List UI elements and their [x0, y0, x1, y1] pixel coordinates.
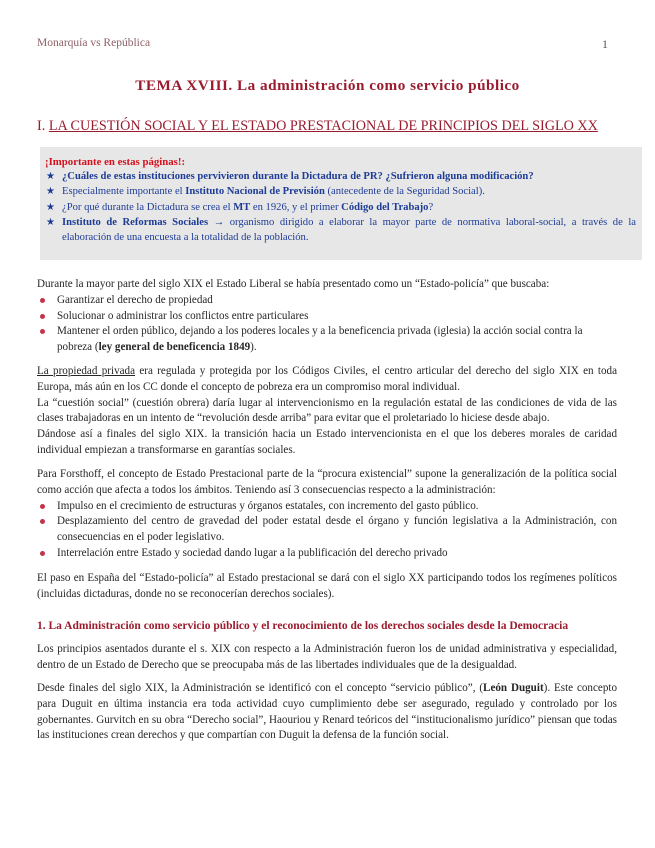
important-item: ★ Especialmente importante el Instituto Nacional de Previsión (antecedente de la Seguridad Social).	[45, 184, 636, 199]
duguit-block	[37, 681, 617, 744]
section-heading-text: LA CUESTIÓN SOCIAL Y EL ESTADO PRESTACIONAL DE PRINCIPIOS DEL SIGLO XX	[48, 118, 598, 134]
list-item: Garantizar el derecho de propiedad	[37, 293, 617, 309]
cuestion-paragraph: La “cuestión social” (cuestión obrera) daría lugar al intervencionismo en la regulación estatal de las condiciones de vida de las clases trabajadoras en un intento de “revolución desde arriba” para evitar que el proletariado lo hiciese desde abajo.	[37, 396, 617, 425]
bullet-icon	[40, 519, 45, 524]
forsthoff-block	[37, 467, 617, 562]
page-header	[37, 37, 618, 53]
important-item: ★ ¿Por qué durante la Dictadura se crea el MT en 1926, y el primer Código del Trabajo?	[45, 200, 636, 215]
propiedad-block	[37, 364, 617, 459]
bullet-icon	[40, 314, 45, 319]
paso-paragraph: El paso en España del “Estado-policía” al Estado prestacional se dará con el siglo XX participando todos los regímenes políticos (incluidas dictaduras, donde no se reconocerían derechos sociales).	[37, 572, 617, 600]
page-title: TEMA XVIII. La administración como servicio público	[135, 77, 520, 94]
bullet-icon	[40, 551, 45, 556]
important-item: ★ Instituto de Reformas Sociales → organismo dirigido a elaborar la mayor parte de normativa laboral-social, a través de la elaboración de una encuesta a la totalidad de la población.	[46, 216, 636, 244]
important-box	[40, 147, 642, 260]
star-icon: ★	[46, 186, 55, 198]
list-item: Desplazamiento del centro de gravedad del poder estatal desde el órgano y función legislativa a la Administración, con consecuencias en el poder legislativo.	[37, 514, 617, 546]
list-item: Impulso en el crecimiento de estructuras y órganos estatales, con incremento del gasto público.	[37, 499, 617, 515]
bullet-icon	[40, 504, 45, 509]
paso-block	[37, 571, 617, 603]
star-icon: ★	[46, 201, 55, 213]
intro-block	[37, 277, 617, 356]
section-heading	[37, 118, 598, 135]
forsthoff-paragraph: Para Forsthoff, el concepto de Estado Prestacional parte de la “procura existencial” supone la generalización de la política social como acción que afecta a todos los ámbitos. Teniendo así 3 consecuencias respecto a la administración:	[37, 468, 617, 496]
page-number: 1	[602, 37, 608, 51]
principios-block	[37, 642, 617, 674]
list-item: Interrelación entre Estado y sociedad dando lugar a la publificación del derecho privado	[37, 546, 617, 562]
header-text: Monarquía vs República	[37, 37, 151, 49]
principios-paragraph: Los principios asentados durante el s. XIX con respecto a la Administración fueron los de unidad administrativa y especialidad, dentro de un Estado de Derecho que se preocupaba más de las libertades individuales que de la desigualdad.	[37, 643, 617, 671]
important-title: ¡Importante en estas páginas!:	[45, 156, 186, 168]
subsection-heading: 1. La Administración como servicio público y el reconocimiento de los derechos sociales desde la Democracia	[37, 620, 569, 632]
bullet-icon	[40, 329, 45, 334]
propiedad-paragraph: La propiedad privada era regulada y protegida por los Códigos Civiles, el centro articular del derecho del siglo XIX en toda Europa, más aún en los CC donde el concepto de pobreza era un compromiso moral individual.	[37, 365, 618, 393]
list-item: Solucionar o administrar los conflictos entre particulares	[37, 309, 617, 325]
star-icon: ★	[46, 171, 55, 182]
intro-list	[37, 293, 617, 356]
important-item: ★ ¿Cuáles de estas instituciones pervivieron durante la Dictadura de PR? ¿Sufrieron alguna modificación?	[45, 169, 636, 184]
bullet-icon	[40, 298, 45, 303]
transicion-paragraph: Dándose así a finales del siglo XIX. la transición hacia un Estado intervencionista en el que los deberes morales de caridad individual empiezan a transformarse en garantías sociales.	[37, 428, 617, 456]
forsthoff-list	[37, 499, 617, 562]
list-item: Mantener el orden público, dejando a los poderes locales y a la beneficencia privada (iglesia) la acción social contra la pobreza (ley general de beneficencia 1849).	[37, 324, 617, 356]
star-icon: ★	[46, 216, 55, 228]
duguit-paragraph: Desde finales del siglo XIX, la Administración se identificó con el concepto “servicio público”, (León Duguit). Este concepto para Duguit en última instancia era toda actividad cuyo cumplimiento debe ser asegurado, regulado y controlado por los gobernantes. Gurvitch en su obra “Derecho social”, Haouriou y Renard teóricos del “institucionalismo jurídico” piensan que todas las instituciones crean derechos y que compartían con Duguit la defensa de la función social.	[37, 682, 617, 742]
intro-paragraph: Durante la mayor parte del siglo XIX el Estado Liberal se había presentado como un “Estado-policía” que buscaba:	[37, 278, 550, 290]
section-prefix: I.	[37, 118, 46, 134]
